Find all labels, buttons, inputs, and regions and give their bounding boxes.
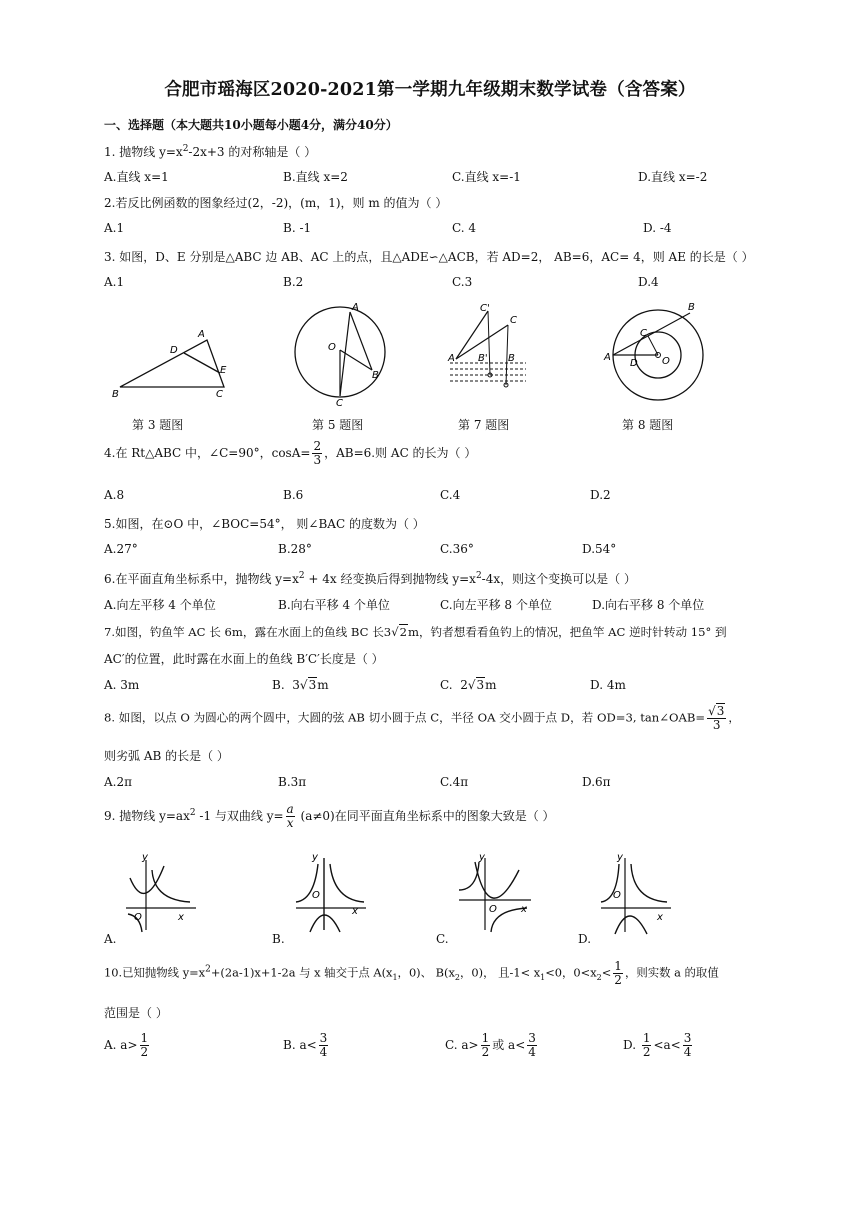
q4-option-d: D.2: [590, 488, 611, 502]
q3-option-d: D.4: [638, 275, 659, 289]
label-C: C: [640, 328, 647, 339]
caption-fig7: 第 7 题图: [458, 418, 510, 432]
q2-option-a: A.1: [104, 221, 125, 235]
q2-option-c: C. 4: [452, 221, 477, 235]
fraction: $\frac{2}{3}$: [313, 439, 322, 467]
q5-option-d: D.54°: [582, 542, 617, 556]
question-3: 3. 如图，D、E 分别是△ABC 边 AB、AC 上的点，且△ADE∽△ACB，若 AD=2， AB=6，AC= 4，则 AE 的长是（ ）: [104, 250, 754, 264]
y-axis-label: y: [142, 852, 148, 863]
figure-5-circle: [288, 300, 398, 410]
label-B: B: [112, 389, 119, 400]
q10-option-c: C. a> $\frac{1}{2}$ 或 a< $\frac{3}{4}$: [445, 1031, 536, 1059]
q10-option-d: D. $\frac{1}{2}$ <a< $\frac{3}{4}$: [623, 1031, 692, 1059]
graph-option-c: [455, 850, 535, 935]
q3-option-a: A.1: [104, 275, 125, 289]
label-A: A: [604, 352, 611, 363]
label-D: D: [630, 358, 638, 369]
graph-option-d: [595, 850, 675, 935]
origin-label: O: [613, 890, 621, 901]
q1-option-d: D.直线 x=-2: [638, 170, 708, 184]
q8-option-b: B.3π: [278, 775, 307, 789]
question-7-line2: AC′的位置，此时露在水面上的鱼线 B′C′长度是（ ）: [104, 652, 384, 666]
x-axis-label: x: [521, 904, 527, 915]
q9-option-b: B.: [272, 932, 285, 946]
q9-option-a: A.: [104, 932, 117, 946]
question-9: 9. 抛物线 $y=ax^2$ -1 与双曲线 y= $\frac{a}{x}$ (a≠0)在同平面直角坐标系中的图象大致是（ ）: [104, 802, 555, 830]
graph-option-b: [290, 850, 370, 935]
label-B: B: [372, 370, 379, 381]
y-axis-label: y: [617, 852, 623, 863]
q5-option-b: B.28°: [278, 542, 312, 556]
label-E: E: [220, 365, 227, 376]
q7-option-a: A. 3m: [104, 678, 140, 692]
label-B: B: [688, 302, 695, 313]
q2-option-b: B. -1: [283, 221, 312, 235]
x-axis-label: x: [352, 906, 358, 917]
q5-option-a: A.27°: [104, 542, 138, 556]
q7-option-c: C. 2√3m: [440, 678, 497, 692]
q6-option-a: A.向左平移 4 个单位: [104, 598, 216, 612]
fraction: $\frac{1}{2}$: [614, 959, 622, 987]
question-5: 5.如图，在⊙O 中，∠BOC=54°， 则∠BAC 的度数为（ ）: [104, 517, 425, 531]
q5-option-c: C.36°: [440, 542, 474, 556]
q6-option-c: C.向左平移 8 个单位: [440, 598, 552, 612]
q8-option-c: C.4π: [440, 775, 469, 789]
label-O: O: [662, 356, 670, 367]
origin-label: O: [312, 890, 320, 901]
q9-option-d: D.: [578, 932, 592, 946]
question-8-line2: 则劣弧 AB 的长是（ ）: [104, 749, 229, 763]
q1-option-b: B.直线 x=2: [283, 170, 348, 184]
question-6: 6.在平面直角坐标系中，抛物线 $y=x^2 + 4x$ 经变换后得到抛物线 $y=x^2-4x$，则这个变换可以是（ ）: [104, 571, 636, 586]
label-A: A: [352, 302, 359, 313]
q3-option-c: C.3: [452, 275, 473, 289]
q4-option-a: A.8: [104, 488, 125, 502]
label-C: C: [510, 315, 517, 326]
question-1: 1. 抛物线 $y=x^2-2x+3$ 的对称轴是（ ）: [104, 144, 317, 159]
origin-label: O: [134, 912, 142, 923]
fraction: $\frac{√3}{3}$: [708, 704, 725, 732]
q7-option-b: B. 3√3m: [272, 678, 329, 692]
graph-option-a: [120, 850, 200, 935]
q8-option-a: A.2π: [104, 775, 133, 789]
caption-fig5: 第 5 题图: [312, 418, 364, 432]
q6-option-b: B.向右平移 4 个单位: [278, 598, 390, 612]
q6-option-d: D.向右平移 8 个单位: [592, 598, 705, 612]
q10-option-b: B. a< $\frac{3}{4}$: [283, 1031, 328, 1059]
fraction: $\frac{a}{x}$: [286, 802, 294, 830]
q9-option-c: C.: [436, 932, 449, 946]
x-axis-label: x: [657, 912, 663, 923]
label-C: C: [336, 398, 343, 409]
q1-option-a: A.直线 x=1: [104, 170, 169, 184]
q7-option-d: D. 4m: [590, 678, 626, 692]
q1-option-c: C.直线 x=-1: [452, 170, 521, 184]
q4-option-c: C.4: [440, 488, 461, 502]
label-B-prime: B': [478, 353, 488, 364]
question-4: 4.在 Rt△ABC 中，∠C=90°，cosA= $\frac{2}{3}$ ，AB=6.则 AC 的长为（ ）: [104, 439, 477, 467]
y-axis-label: y: [479, 852, 485, 863]
label-B: B: [508, 353, 515, 364]
page-title: 合肥市瑶海区2020-2021第一学期九年级期末数学试卷（含答案）: [164, 80, 696, 100]
question-7: 7.如图，钓鱼竿 AC 长 6m，露在水面上的鱼线 BC 长3√2m，钓者想看看鱼钓上的情况，把鱼竿 AC 逆时针转动 15° 到: [104, 625, 727, 639]
q2-option-d: D. -4: [643, 221, 672, 235]
label-C: C: [216, 389, 223, 400]
label-C-prime: C': [480, 303, 490, 314]
caption-fig8: 第 8 题图: [622, 418, 674, 432]
figure-7-fishing-rod: [448, 303, 528, 393]
question-10: 10.已知抛物线 $y=x^2+(2a-1)x+1-2a$ 与 x 轴交于点 $A(x_1$，0)、 $B(x_2$，0)， 且$-1< x_1<0$，$0<x_2<$ $\frac{1}{2}$ ，则实数 a 的取值: [104, 959, 719, 987]
caption-fig3: 第 3 题图: [132, 418, 184, 432]
question-2: 2.若反比例函数的图象经过(2，-2)，(m，1)，则 m 的值为（ ）: [104, 196, 448, 210]
label-O: O: [328, 342, 336, 353]
figure-8-concentric-circles: [600, 300, 710, 400]
label-A: A: [448, 353, 455, 364]
y-axis-label: y: [312, 852, 318, 863]
question-8: 8. 如图，以点 O 为圆心的两个圆中，大圆的弦 AB 切小圆于点 C，半径 OA 交小圆于点 D，若 OD=3, tan∠OAB= $\frac{√3}{3}$ ，: [104, 704, 740, 732]
label-A: A: [198, 329, 205, 340]
q3-option-b: B.2: [283, 275, 304, 289]
section-heading: 一、选择题（本大题共10小题每小题4分，满分40分）: [104, 118, 398, 132]
label-D: D: [170, 345, 178, 356]
x-axis-label: x: [178, 912, 184, 923]
origin-label: O: [489, 904, 497, 915]
q4-option-b: B.6: [283, 488, 304, 502]
question-10-line2: 范围是（ ）: [104, 1006, 168, 1020]
figure-3-triangle: [112, 325, 242, 400]
q8-option-d: D.6π: [582, 775, 611, 789]
q10-option-a: A. a> $\frac{1}{2}$: [104, 1031, 149, 1059]
